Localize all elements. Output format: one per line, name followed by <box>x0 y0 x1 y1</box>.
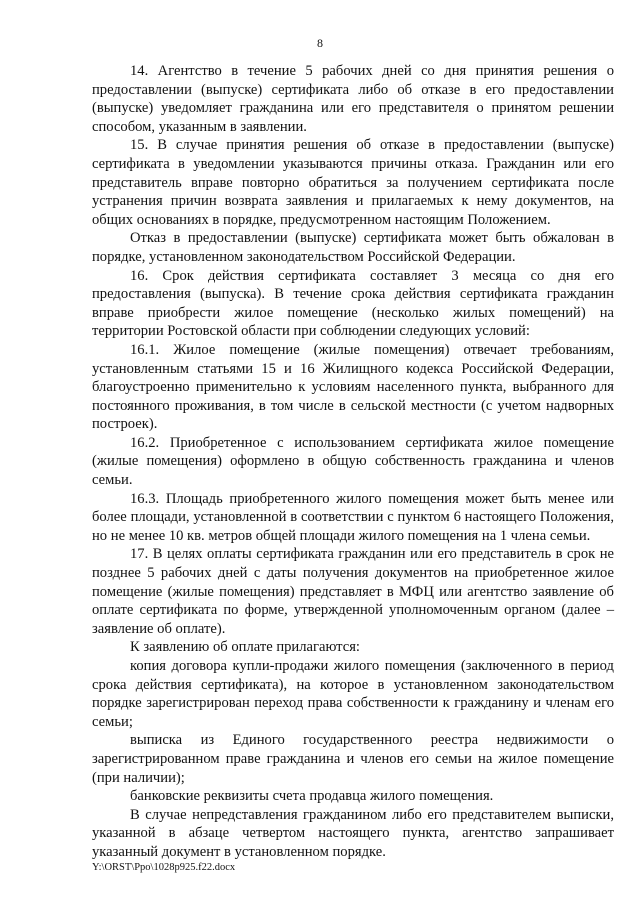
paragraph-16-3: 16.3. Площадь приобретенного жилого помещения может быть менее или более площади, установленной в соответствии с пунктом 6 настоящего Положения, но не менее 10 кв. метров общей площади жилого помещения на 1 члена семьи. <box>92 490 614 544</box>
page-number: 8 <box>317 36 323 50</box>
paragraph-17-attachments-intro: К заявлению об оплате прилагаются: <box>130 639 360 656</box>
paragraph-17-missing-extract: В случае непредставления гражданином либо его представителем выписки, указанной в абзаце четвертом настоящего пункта, агентство запрашивает указанный документ в установленном порядке. <box>92 806 614 860</box>
paragraph-17: 17. В целях оплаты сертификата гражданин или его представитель в срок не позднее 5 рабочих дней с даты получения документов на приобретенное жилое помещение (жилые помещения) представляет в МФЦ или агентство заявление об оплате сертификата по форме, утвержденной уполномоченным органом (далее – заявление об оплате). <box>92 546 614 637</box>
paragraph-17-item-registry-extract: выписка из Единого государственного реестра недвижимости о зарегистрированном праве гражданина и членов его семьи на жилое помещение (при наличии); <box>92 732 614 786</box>
paragraph-15-appeal: Отказ в предоставлении (выпуске) сертификата может быть обжалован в порядке, установленном законодательством Российской Федерации. <box>92 230 614 265</box>
paragraph-16-2: 16.2. Приобретенное с использованием сертификата жилое помещение (жилые помещения) оформлено в общую собственность гражданина и членов семьи. <box>92 434 614 489</box>
paragraph-15: 15. В случае принятия решения об отказе в предоставлении (выпуске) сертификата в уведомлении указываются причины отказа. Гражданин или его представитель вправе повторно обратиться за получением сертификата после устранения причин возврата заявления и прилагаемых к нему документов, на общих основаниях в порядке, предусмотренном настоящим Положением. <box>92 137 614 228</box>
paragraph-16-1: 16.1. Жилое помещение (жилые помещения) отвечает требованиям, установленным статьями 15 и 16 Жилищного кодекса Российской Федерации, благоустроенно применительно к условиям населенного пункта, выбранного для постоянного проживания, в том числе в сельской местности (с учетом надворных построек). <box>92 341 614 433</box>
paragraph-17-item-contract: копия договора купли-продажи жилого помещения (заключенного в период срока действия сертификата), на которое в установленном законодательством порядке зарегистрирован переход права собственности к гражданину и членам его семьи; <box>92 658 614 730</box>
footer-file-path: Y:\ORST\Ppo\1028p925.f22.docx <box>92 862 236 873</box>
paragraph-17-item-bank-details: банковские реквизиты счета продавца жилого помещения. <box>130 788 494 805</box>
paragraph-14: 14. Агентство в течение 5 рабочих дней со дня принятия решения о предоставлении (выпуске) сертификата либо об отказе в его предоставлении (выпуске) уведомляет гражданина или его представителя о принятом решении способом, указанным в заявлении. <box>92 63 614 135</box>
document-body <box>92 62 614 862</box>
paragraph-16: 16. Срок действия сертификата составляет 3 месяца со дня его предоставления (выпуска). В течение срока действия сертификата гражданин вправе приобрести жилое помещение (несколько жилых помещений) на территории Ростовской области при соблюдении следующих условий: <box>92 267 614 340</box>
